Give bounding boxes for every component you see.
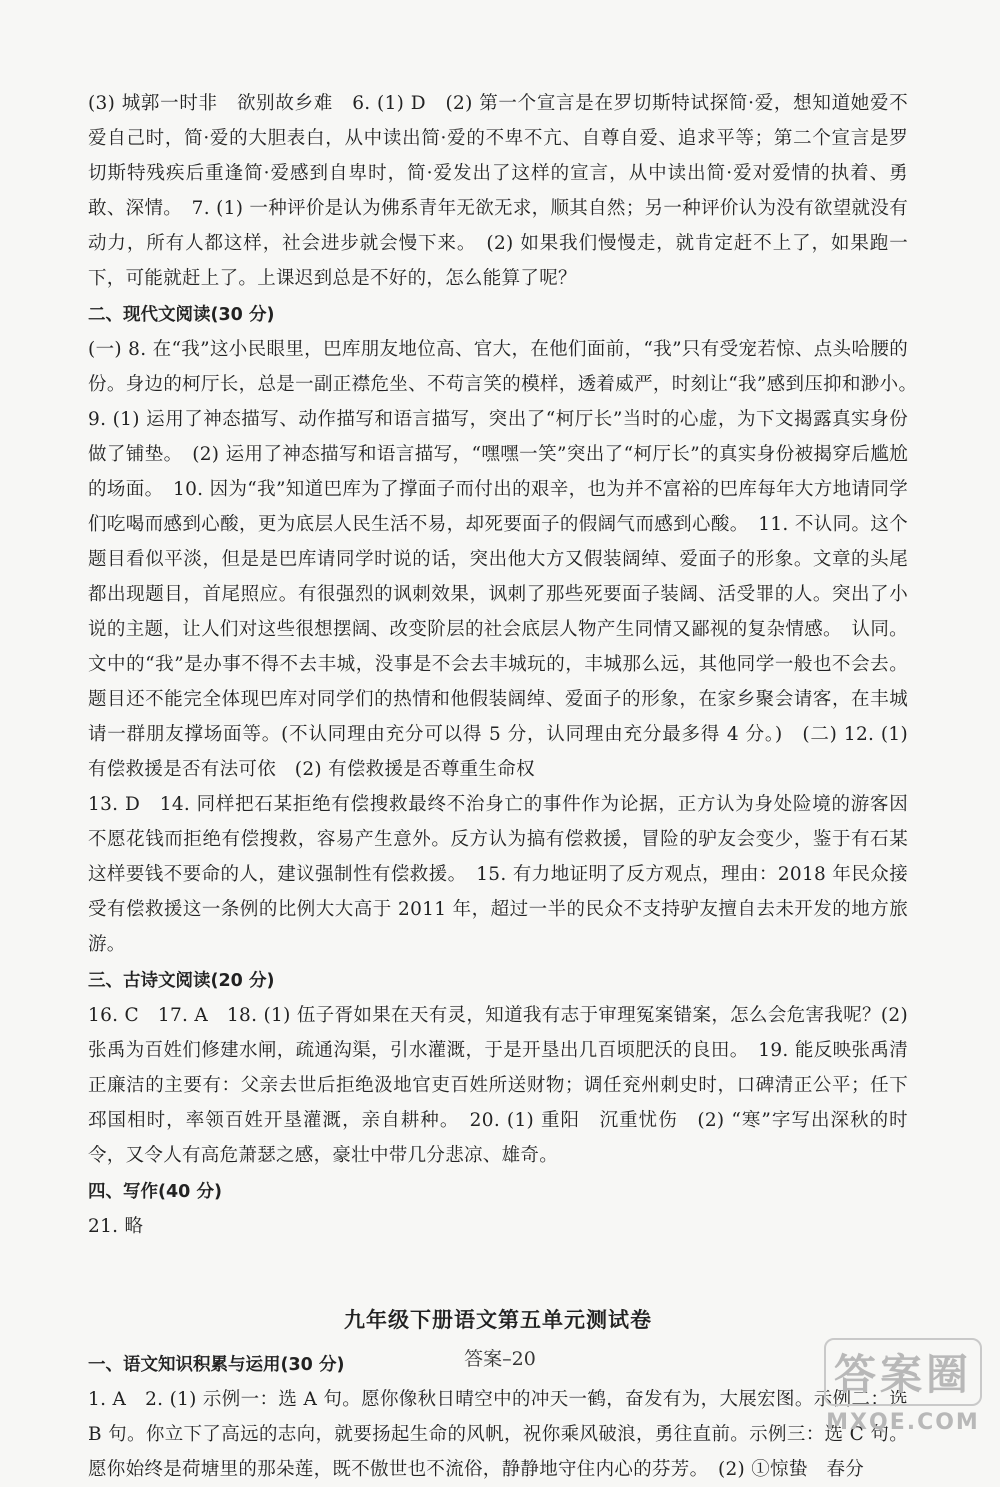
page-number: 答案–20 [464, 1348, 536, 1370]
section-heading-writing: 四、写作(40 分) [88, 1182, 222, 1202]
answer-page [88, 86, 927, 1487]
answer-paragraph-3: 13. D 14. 同样把石某拒绝有偿搜救最终不治身亡的事件作为论据，正方认为身处险境的游客因不愿花钱而拒绝有偿搜救，容易产生意外。反方认为搞有偿救援，冒险的驴友会变少，鉴于有石某这样要钱不要命的人，建议强制性有偿救援。 15. 有力地证明了反方观点，理由：2018 年民众接受有偿救援这一条例的比例大大高于 2011 年，超过一半的民众不支持驴友擅自去未开发的地方旅游。 [88, 794, 908, 955]
answer-paragraph-1: (3) 城郭一时非 欲别故乡难 6. (1) D (2) 第一个宣言是在罗切斯特试探简·爱，想知道她爱不爱自己时，简·爱的大胆表白，从中读出简·爱的不卑不亢、自尊自爱、追求平等；第二个宣言是罗切斯特残疾后重逢简·爱感到自卑时，简·爱发出了这样的宣言，从中读出简·爱对爱情的执着、勇敢、深情。 7. (1) 一种评价是认为佛系青年无欲无求，顺其自然；另一种评价认为没有欲望就没有动力，所有人都这样，社会进步就会慢下来。 (2) 如果我们慢慢走，就肯定赶不上了，如果跑一下，可能就赶上了。上课迟到总是不好的，怎么能算了呢？ [88, 93, 908, 289]
section-heading-classical-reading: 三、古诗文阅读(20 分) [88, 971, 275, 991]
answer-paragraph-6: 1. A 2. (1) 示例一：选 A 句。愿你像秋日晴空中的冲天一鹤，奋发有为，大展宏图。示例二：选 B 句。你立下了高远的志向，就要扬起生命的风帆，祝你乘风破浪，勇往直前。示例三：选 C 句。愿你始终是荷塘里的那朵莲，既不傲世也不流俗，静静地守住内心的芬芳。 (2) ①惊蛰 春分 [88, 1389, 908, 1480]
test-title: 九年级下册语文第五单元测试卷 [344, 1308, 652, 1332]
section-heading-modern-reading: 二、现代文阅读(30 分) [88, 305, 275, 325]
answer-paragraph-2: (一) 8. 在“我”这小民眼里，巴库朋友地位高、官大，在他们面前，“我”只有受宠若惊、点头哈腰的份。身边的柯厅长，总是一副正襟危坐、不苟言笑的模样，透着威严，时刻让“我”感到压抑和渺小。 9. (1) 运用了神态描写、动作描写和语言描写，突出了“柯厅长”当时的心虚，为下文揭露真实身份做了铺垫。 (2) 运用了神态描写和语言描写，“嘿嘿一笑”突出了“柯厅长”的真实身份被揭穿后尴尬的场面。 10. 因为“我”知道巴库为了撑面子而付出的艰辛，也为并不富裕的巴库每年大方地请同学们吃喝而感到心酸，更为底层人民生活不易，却死要面子的假阔气而感到心酸。 11. 不认同。这个题目看似平淡，但是是巴库请同学时说的话，突出他大方又假装阔绰、爱面子的形象。文章的头尾都出现题目，首尾照应。有很强烈的讽刺效果，讽刺了那些死要面子装阔、活受罪的人。突出了小说的主题，让人们对这些很想摆阔、改变阶层的社会底层人物产生同情又鄙视的复杂情感。 认同。文中的“我”是办事不得不去丰城，没事是不会去丰城玩的，丰城那么远，其他同学一般也不会去。题目还不能完全体现巴库对同学们的热情和他假装阔绰、爱面子的形象，在家乡聚会请客，在丰城请一群朋友撑场面等。(不认同理由充分可以得 5 分，认同理由充分最多得 4 分。) (二) 12. (1) 有偿救援是否有法可依 (2) 有偿救援是否尊重生命权 [88, 339, 927, 780]
watermark-url: MXQE.COM [826, 1410, 980, 1435]
watermark-logo [824, 1338, 982, 1435]
answer-paragraph-4: 16. C 17. A 18. (1) 伍子胥如果在天有灵，知道我有志于审理冤案错案，怎么会危害我呢？(2) 张禹为百姓们修建水闸，疏通沟渠，引水灌溉，于是开垦出几百顷肥沃的良田。 19. 能反映张禹清正廉洁的主要有：父亲去世后拒绝汲地官吏百姓所送财物；调任兖州刺史时，口碑清正公平；任下邳国相时，率领百姓开垦灌溉，亲自耕种。 20. (1) 重阳 沉重忧伤 (2) “寒”字写出深秋的时令，又令人有高危萧瑟之感，豪壮中带几分悲凉、雄奇。 [88, 1005, 908, 1166]
watermark-text: 答案圈 [824, 1338, 982, 1406]
section-heading-knowledge: 一、语文知识积累与运用(30 分) [88, 1355, 345, 1375]
answer-paragraph-5: 21. 略 [88, 1216, 144, 1237]
